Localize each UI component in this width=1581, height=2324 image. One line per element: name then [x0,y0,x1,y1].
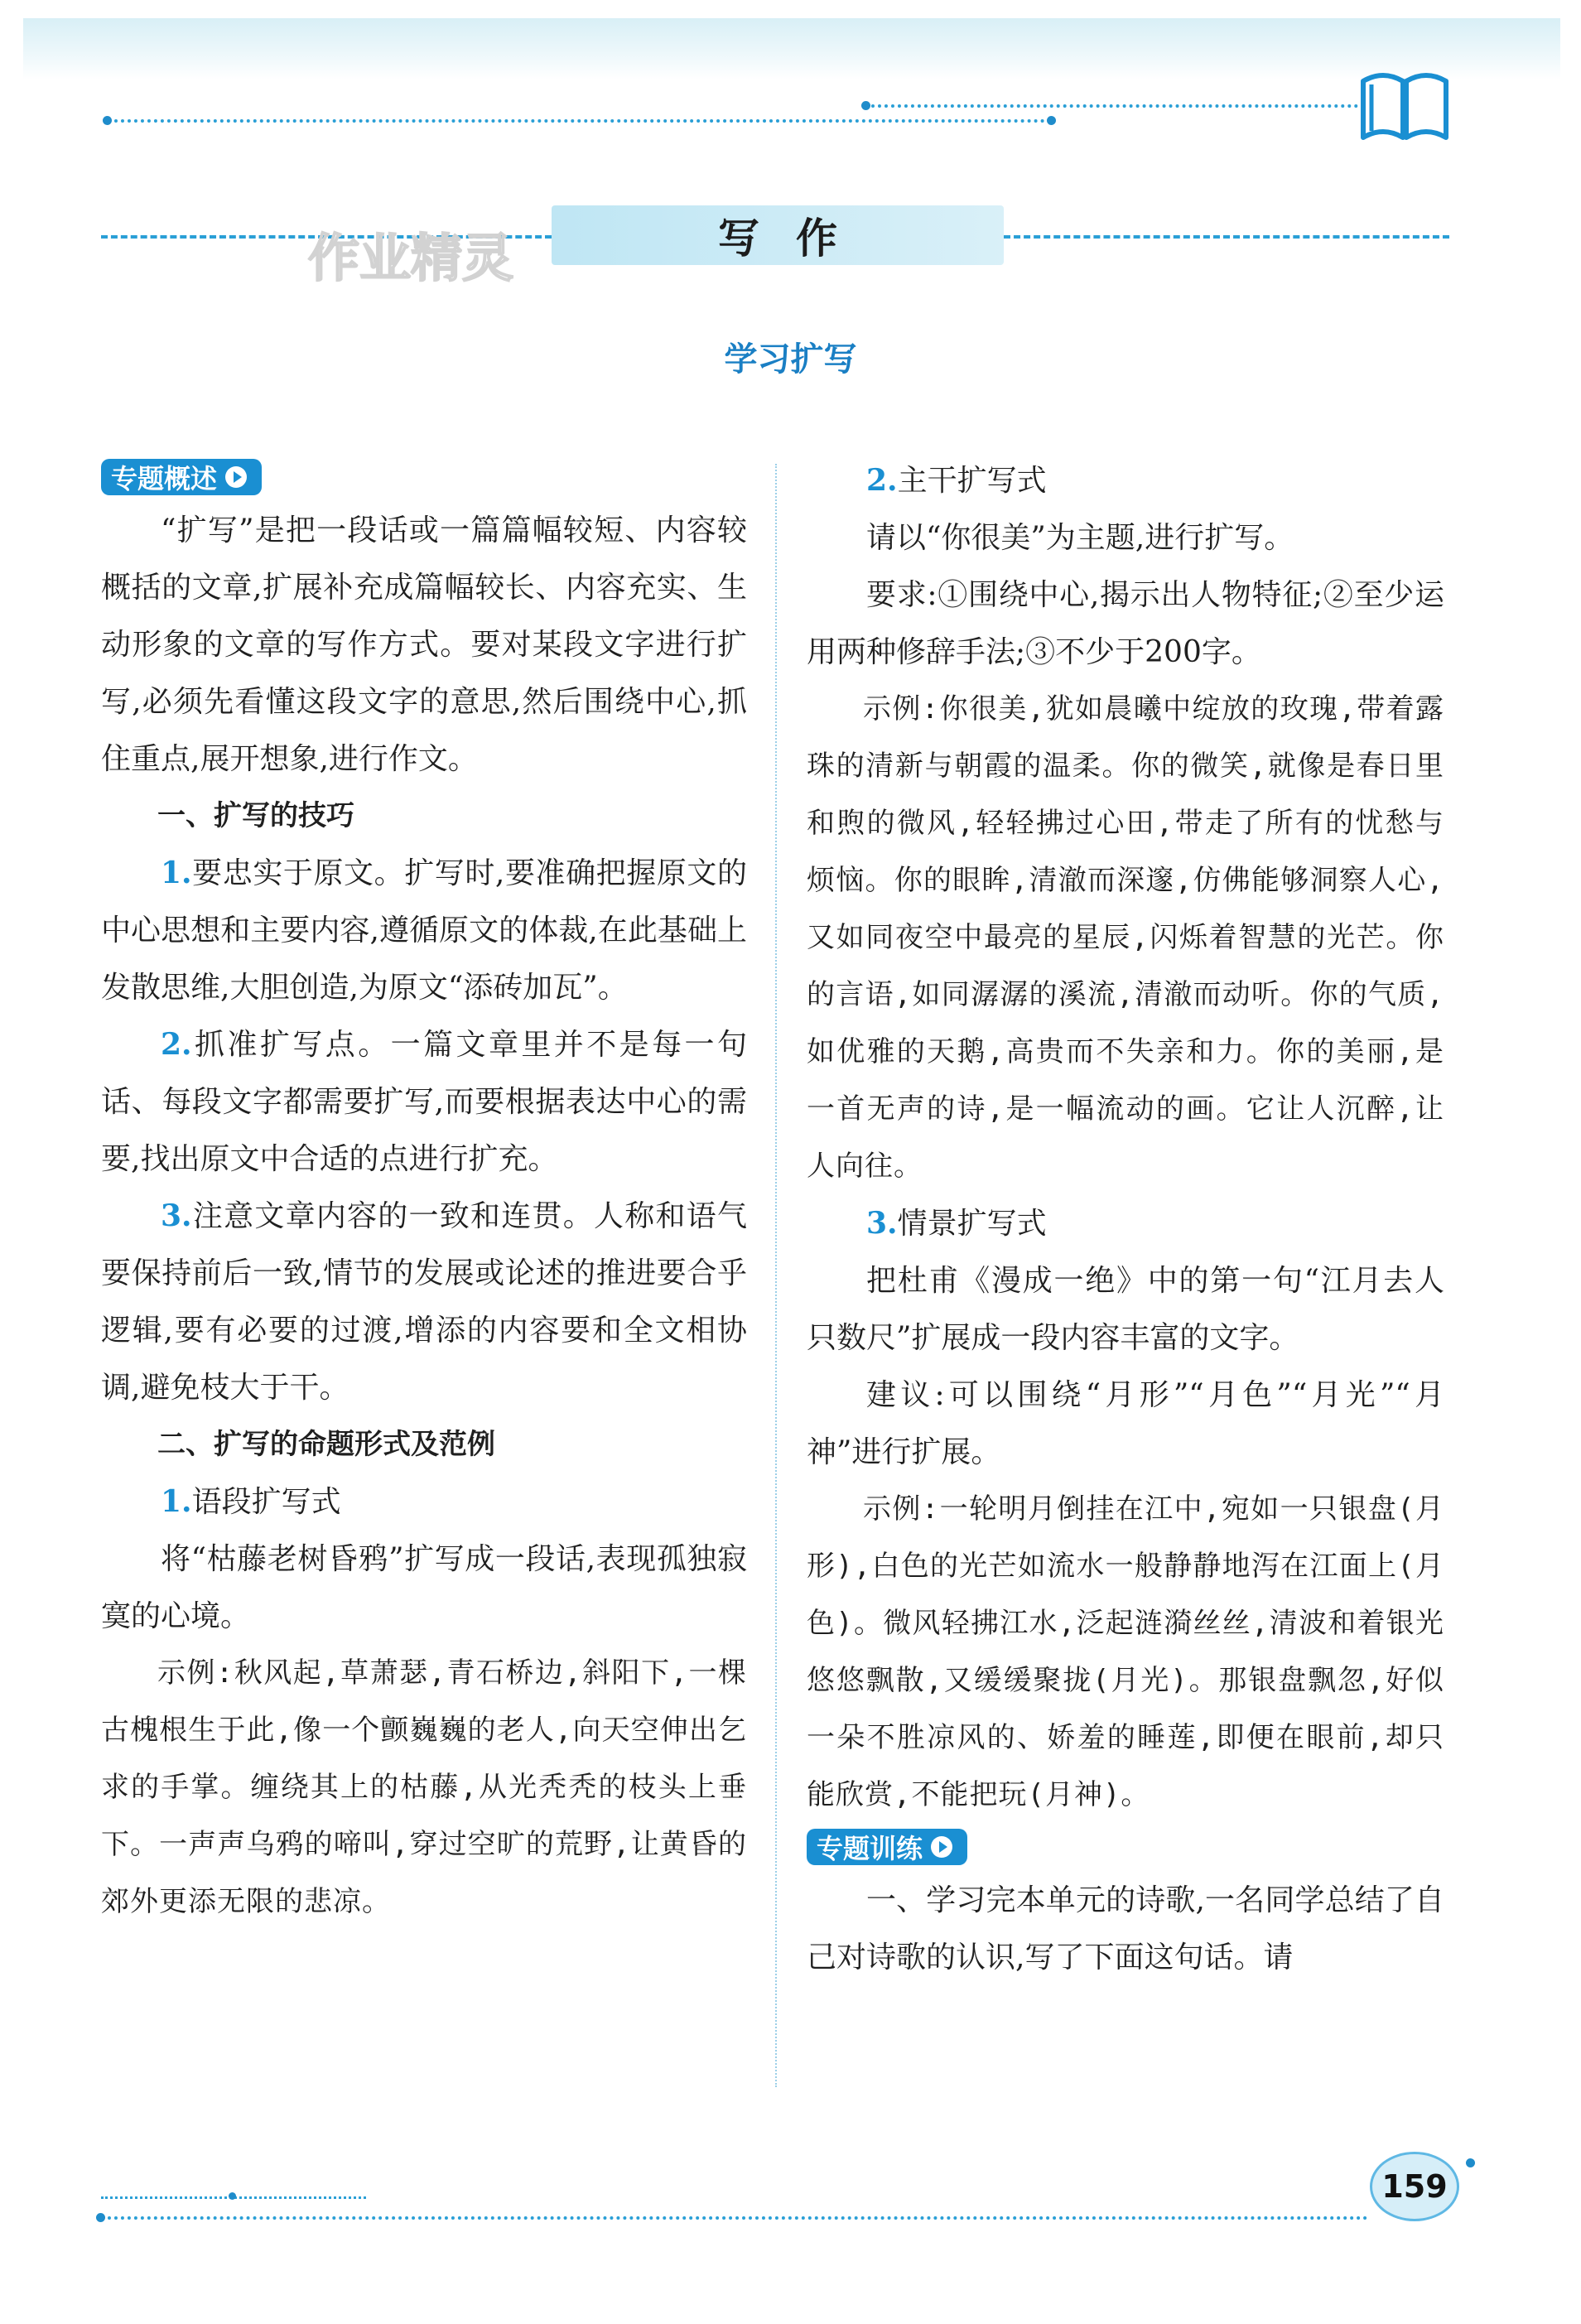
form-3-title [807,1195,1444,1252]
header-dotted-line-right [865,104,1358,108]
footer-dot [1466,2158,1475,2167]
footer-dotted-line [101,2216,1368,2220]
training-badge [807,1829,967,1865]
form-3-example: 示例:一轮明月倒挂在江中,宛如一只银盘(月形),白色的光芒如流水一般静静地泻在江面上(月色)。微风轻拂江水,泛起涟漪丝丝,清波和着银光悠悠飘散,又缓缓聚拢(月光)。那银盘飘忽,好似一朵不胜凉风的、娇羞的睡莲,即便在眼前,却只能欣赏,不能把玩(月神)。 [807,1492,1444,1811]
training-badge-label: 专题训练 [817,1833,923,1864]
header-band [23,18,1560,80]
technique-3-number: 3. [161,1198,192,1233]
technique-3 [101,1188,747,1416]
exercise-paragraph: 一、学习完本单元的诗歌,一名同学总结了自己对诗歌的认识,写了下面这句话。请 [807,1883,1444,1974]
left-column [101,454,747,1931]
form-3-number: 3. [866,1206,898,1241]
technique-2 [101,1016,747,1188]
open-book-icon [1358,68,1451,144]
column-divider [775,464,777,2087]
footer-dot [229,2192,236,2200]
form-2-number: 2. [866,463,898,498]
lesson-title: 学习扩写 [724,340,857,378]
right-column [807,454,1444,1986]
heading-forms: 二、扩写的命题形式及范例 [157,1428,495,1461]
overview-badge-label: 专题概述 [111,463,218,494]
form-1-title-text: 语段扩写式 [191,1485,341,1519]
play-icon [225,466,247,488]
form-2-title [807,452,1444,509]
form-3-advice: 建议:可以围绕“月形”“月色”“月光”“月神”进行扩展。 [807,1378,1444,1469]
form-1-example: 示例:秋风起,草萧瑟,青石桥边,斜阳下,一棵古槐根生于此,像一个颤巍巍的老人,向天空伸出乞求的手掌。缠绕其上的枯藤,从光秃秃的枝头上垂下。一声声乌鸦的啼叫,穿过空旷的荒野,让黄昏的郊外更添无限的悲凉。 [101,1656,747,1918]
intro-paragraph: “扩写”是把一段话或一篇篇幅较短、内容较概括的文章,扩展补充成篇幅较长、内容充实、生动形象的文章的写作方式。要对某段文字进行扩写,必须先看懂这段文字的意思,然后围绕中心,抓住重点,展开想象,进行作文。 [101,513,747,776]
technique-1-number: 1. [161,856,192,890]
header-dot [861,101,870,110]
form-2-example: 示例:你很美,犹如晨曦中绽放的玫瑰,带着露珠的清新与朝霞的温柔。你的微笑,就像是春日里和煦的微风,轻轻拂过心田,带走了所有的忧愁与烦恼。你的眼眸,清澈而深邃,仿佛能够洞察人心,又如同夜空中最亮的星辰,闪烁着智慧的光芒。你的言语,如同潺潺的溪流,清澈而动听。你的气质,如优雅的天鹅,高贵而不失亲和力。你的美丽,是一首无声的诗,是一幅流动的画。它让人沉醉,让人向往。 [807,692,1444,1183]
overview-badge [101,459,262,495]
title-dash-right [1004,235,1449,239]
form-2-task: 请以“你很美”为主题,进行扩写。 [866,521,1294,555]
header-dot [1047,116,1056,125]
play-icon [931,1836,952,1858]
form-1-title [101,1473,747,1531]
section-title: 写作 [718,215,874,263]
form-3-task: 把杜甫《漫成一绝》中的第一句“江月去人只数尺”扩展成一段内容丰富的文字。 [807,1264,1444,1355]
form-2-requirements: 要求:①围绕中心,揭示出人物特征;②至少运用两种修辞手法;③不少于200字。 [807,578,1444,669]
technique-2-number: 2. [161,1027,192,1062]
section-title-plate [552,205,1004,265]
footer-dot [96,2213,105,2222]
watermark: 作业精灵 [308,228,514,288]
technique-2-text: 抓准扩写点。一篇文章里并不是每一句话、每段文字都需要扩写,而要根据表达中心的需要,找出原文中合适的点进行扩充。 [101,1028,747,1176]
form-2-title-text: 主干扩写式 [897,464,1047,498]
heading-techniques: 一、扩写的技巧 [157,799,354,832]
form-1-number: 1. [161,1484,192,1519]
technique-3-text: 注意文章内容的一致和连贯。人称和语气要保持前后一致,情节的发展或论述的推进要合乎逻辑,要有必要的过渡,增添的内容要和全文相协调,避免枝大于干。 [101,1199,747,1405]
page-number: 159 [1370,2152,1459,2221]
technique-1 [101,845,747,1016]
form-3-title-text: 情景扩写式 [897,1207,1047,1241]
header-dot [103,116,112,125]
technique-1-text: 要忠实于原文。扩写时,要准确把握原文的中心思想和主要内容,遵循原文的体裁,在此基础上发散思维,大胆创造,为原文“添砖加瓦”。 [101,856,747,1005]
header-dotted-line [108,119,1052,123]
form-1-task: 将“枯藤老树昏鸦”扩写成一段话,表现孤独寂寞的心境。 [101,1542,747,1633]
